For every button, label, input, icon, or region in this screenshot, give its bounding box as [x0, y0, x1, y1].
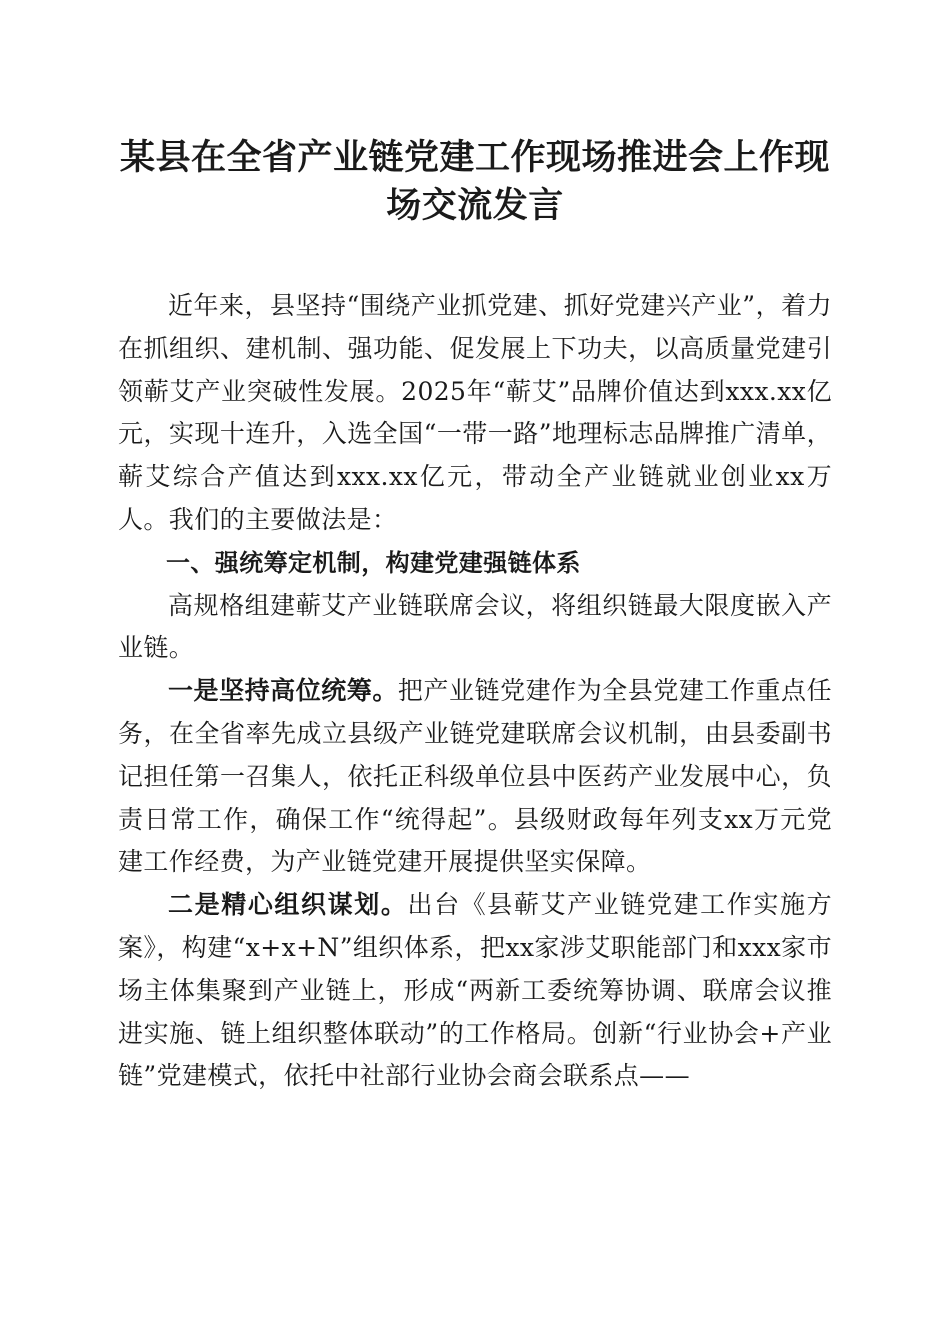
title-line-1: 某县在全省产业链党建工作现场推进会上作现 [119, 137, 830, 178]
document-body [118, 285, 832, 1098]
point-1-lead: 一是坚持高位统筹。 [168, 676, 398, 706]
point-1-paragraph [118, 670, 832, 884]
point-1-text: 把产业链党建作为全县党建工作重点任务，在全省率先成立县级产业链党建联席会议机制，由县委副书记担任第一召集人，依托正科级单位县中医药产业发展中心，负责日常工作，确保工作“统得起”。县级财政每年列支xx万元党建工作经费，为产业链党建开展提供坚实保障。 [118, 676, 832, 877]
document-page [118, 0, 832, 1098]
section-heading: 一、强统筹定机制，构建党建强链体系 [166, 548, 581, 577]
intro-paragraph: 近年来，县坚持“围绕产业抓党建、抓好党建兴产业”，着力在抓组织、建机制、强功能、促发展上下功夫，以高质量党建引领蕲艾产业突破性发展。2025年“蕲艾”品牌价值达到xxx.xx亿元，实现十连升，入选全国“一带一路”地理标志品牌推广清单，蕲艾综合产值达到xxx.xx亿元，带动全产业链就业创业xx万人。我们的主要做法是： [118, 291, 832, 534]
title-line-2: 场交流发言 [386, 185, 564, 226]
point-2-text: 出台《县蕲艾产业链党建工作实施方案》，构建“x+x+N”组织体系，把xx家涉艾职能部门和xxx家市场主体集聚到产业链上，形成“两新工委统筹协调、联席会议推进实施、链上组织整体联动”的工作格局。创新“行业协会+产业链”党建模式，依托中社部行业协会商会联系点—— [118, 890, 833, 1091]
document-title [118, 0, 832, 230]
point-2-paragraph [118, 884, 832, 1098]
point-2-lead: 二是精心组织谋划。 [168, 890, 408, 920]
section-summary-paragraph: 高规格组建蕲艾产业链联席会议，将组织链最大限度嵌入产业链。 [118, 590, 832, 663]
